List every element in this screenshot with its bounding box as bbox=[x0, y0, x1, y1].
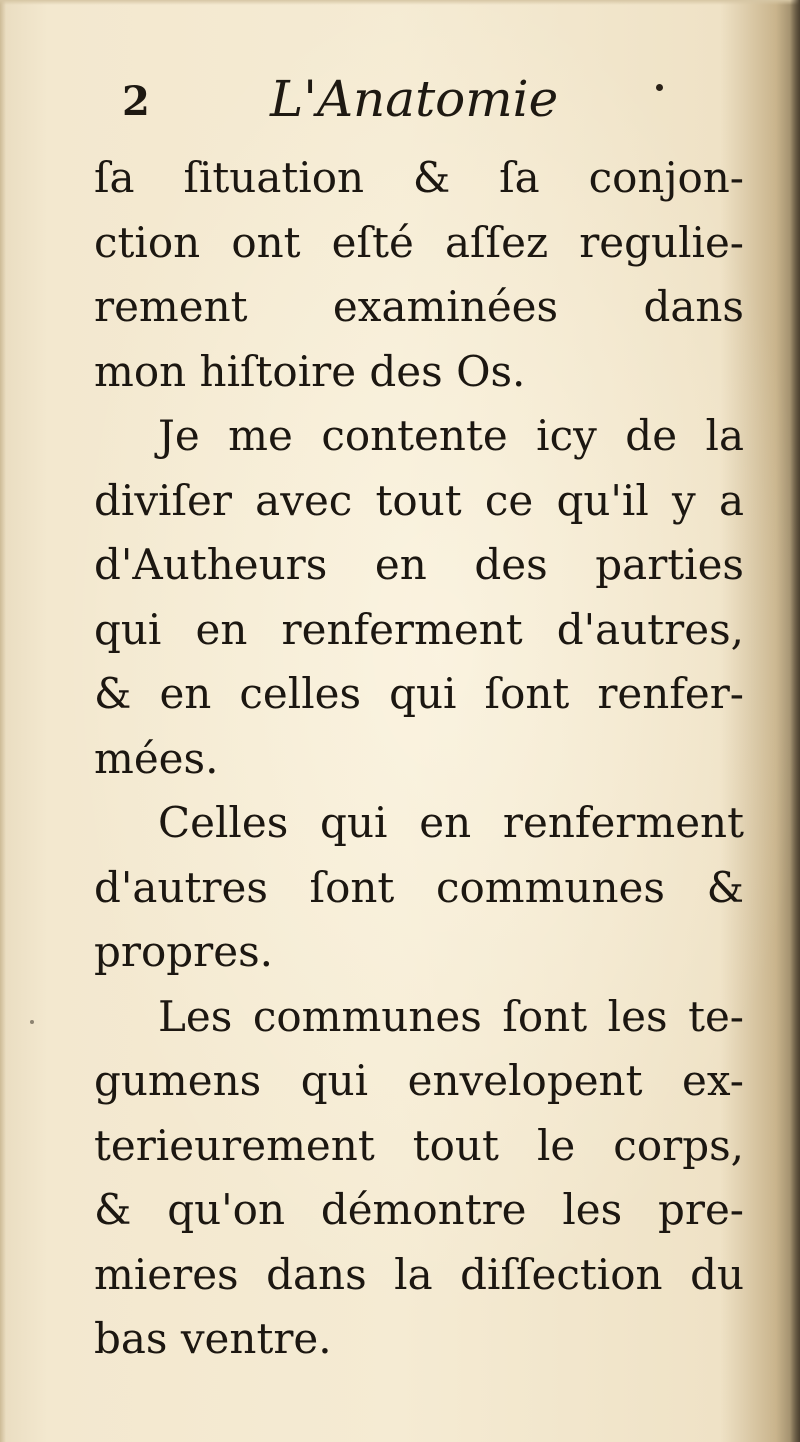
text-line: ction ont eſté aſſez regulie- bbox=[94, 217, 744, 267]
text-line: diviſer avec tout ce qu'il y a bbox=[94, 475, 744, 525]
ink-speck bbox=[30, 1020, 34, 1024]
text-line: propres. bbox=[94, 927, 273, 976]
text-line: qui en renferment d'autres, bbox=[94, 604, 744, 654]
text-line: ſa ſituation & ſa conjon- bbox=[94, 153, 744, 202]
text-line: Les communes ſont les te- bbox=[158, 991, 744, 1041]
running-title: L'Anatomie bbox=[270, 70, 559, 128]
page-header bbox=[118, 70, 718, 142]
text-line: mieres dans la diſſection du bbox=[94, 1249, 744, 1299]
text-line: d'autres ſont communes & bbox=[94, 862, 744, 912]
page-right-edge-shadow bbox=[790, 0, 800, 1442]
text-line: Je me contente icy de la bbox=[158, 411, 744, 460]
text-line: rement examinées dans bbox=[94, 282, 744, 331]
page-number: 2 bbox=[122, 78, 150, 125]
text-line: gumens qui envelopent ex- bbox=[94, 1056, 744, 1105]
text-line: Celles qui en renferment bbox=[158, 798, 744, 847]
text-line: & en celles qui ſont renfer- bbox=[94, 669, 744, 718]
text-line: & qu'on démontre les pre- bbox=[94, 1185, 744, 1234]
body-text bbox=[94, 146, 744, 1372]
text-line: d'Autheurs en des parties bbox=[94, 540, 744, 589]
page-top-edge bbox=[0, 0, 800, 5]
text-line: terieurement tout le corps, bbox=[94, 1120, 744, 1170]
text-line: mon hiſtoire des Os. bbox=[94, 346, 526, 396]
text-line: bas ventre. bbox=[94, 1314, 332, 1363]
text-line: mées. bbox=[94, 733, 219, 783]
page-left-edge bbox=[0, 0, 6, 1442]
